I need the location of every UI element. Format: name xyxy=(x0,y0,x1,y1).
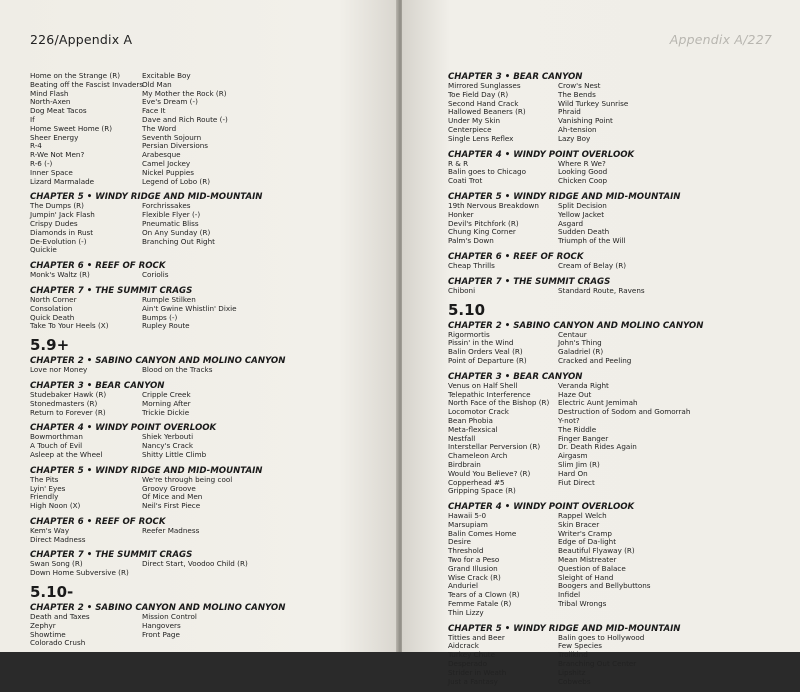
route-name: Cheap Thrills xyxy=(448,260,495,270)
route-name: R-We Not Men? xyxy=(30,150,85,160)
route-name: Crow's Nest xyxy=(558,81,601,90)
route-name: Neil's First Piece xyxy=(142,501,201,511)
route-name: Quickie xyxy=(30,245,57,255)
route-name: Destruction of Sodom and Gomorrah xyxy=(558,407,691,417)
chapter-section xyxy=(448,277,788,296)
route-name: Cream of Belay (R) xyxy=(558,260,627,270)
route-name: Colorado Crush xyxy=(30,638,86,648)
route-name: Just a Fantasy xyxy=(448,676,498,686)
route-name: Consolation xyxy=(30,303,73,313)
route-name: Persian Diversions xyxy=(142,141,209,151)
route-name: Two for a Peso xyxy=(448,555,500,565)
route-name: Groovy Groove xyxy=(142,483,196,493)
chapter-heading: CHAPTER 6 • REEF OF ROCK xyxy=(30,261,166,272)
route-list xyxy=(448,82,788,144)
chapter-heading: CHAPTER 2 • SABINO CANYON AND MOLINO CANYON xyxy=(30,356,286,367)
route-name: Venus on Half Shell xyxy=(448,380,518,390)
route-name: Rappel Welch xyxy=(558,511,607,521)
route-name: Anduriel xyxy=(448,581,478,591)
left-page-header: 226/Appendix A xyxy=(30,32,133,47)
route-name: Ah-tension xyxy=(558,124,597,134)
chapter-section xyxy=(30,356,380,375)
route-name: Tribal Wrongs xyxy=(558,599,607,609)
route-name: Beating off the Fascist Invaders xyxy=(30,79,144,89)
route-name: Inner Space xyxy=(30,167,73,177)
route-name: Hard On xyxy=(558,468,588,478)
route-name: Pissin' in the Wind xyxy=(448,338,514,348)
route-name: Morning After xyxy=(142,398,191,408)
route-name xyxy=(558,487,788,496)
route-name: Phraid xyxy=(558,107,581,117)
route-list xyxy=(30,476,380,511)
route-name: Question of Balace xyxy=(558,563,626,573)
chapter-section xyxy=(30,261,380,280)
route-name: Coriolis xyxy=(142,270,169,280)
route-name: Stonedmasters (R) xyxy=(30,398,98,408)
route-list xyxy=(30,391,380,417)
route-name: Hangovers xyxy=(142,620,181,630)
route-name: Face It xyxy=(142,106,166,116)
chapter-heading: CHAPTER 7 • THE SUMMIT CRAGS xyxy=(30,285,193,296)
route-name: Triumph of the Will xyxy=(558,236,626,246)
route-name: Arabesque xyxy=(142,150,181,160)
chapter-section xyxy=(30,72,380,186)
grade-heading: 5.10- xyxy=(30,583,74,602)
route-name: Under My Skin xyxy=(448,116,501,126)
route-name: Showtime xyxy=(30,629,66,639)
route-name: Forchrissakes xyxy=(142,201,191,211)
route-name: Wise Crack (R) xyxy=(448,572,501,582)
chapter-heading: CHAPTER 7 • THE SUMMIT CRAGS xyxy=(30,550,193,561)
route-name xyxy=(142,639,380,648)
route-name xyxy=(142,536,380,545)
route-name: Asleep at the Wheel xyxy=(30,449,103,459)
chapter-section xyxy=(448,624,788,687)
route-name: Lizard Marmalade xyxy=(30,176,95,186)
grade-heading: 5.9+ xyxy=(30,336,70,355)
route-name: Beautiful Flyaway (R) xyxy=(558,546,635,556)
route-name: Balin goes to Chicago xyxy=(448,167,526,177)
chapter-section xyxy=(30,381,380,417)
route-name: Home on the Strange (R) xyxy=(30,71,120,80)
route-name: Mirrored Sunglasses xyxy=(448,81,521,90)
route-name: Looking Good xyxy=(558,167,608,177)
route-name: R & R xyxy=(448,158,469,168)
route-name: Centerpiece xyxy=(448,124,492,134)
route-name: Honker xyxy=(448,209,474,219)
route-list xyxy=(448,331,788,366)
route-name xyxy=(142,569,380,578)
route-name: Gripping Space (R) xyxy=(448,486,516,496)
route-name: Boogers and Bellybuttons xyxy=(558,581,651,591)
route-name: Writer's Cramp xyxy=(558,528,612,538)
route-name: Crispy Dudes xyxy=(30,218,78,228)
route-list xyxy=(448,287,788,296)
chapter-heading: CHAPTER 5 • WINDY RIDGE AND MID-MOUNTAIN xyxy=(30,465,263,476)
route-list xyxy=(30,366,380,375)
chapter-heading: CHAPTER 2 • SABINO CANYON AND MOLINO CANYON xyxy=(448,320,704,331)
chapter-section xyxy=(30,423,380,459)
chapter-heading: CHAPTER 3 • BEAR CANYON xyxy=(30,380,165,391)
route-name: Old Man xyxy=(142,79,172,89)
route-list xyxy=(448,512,788,618)
route-name: 19th Nervous Breakdown xyxy=(448,200,539,210)
route-name: Ain't Gwine Whistlin' Dixie xyxy=(142,303,237,313)
route-list xyxy=(448,634,788,687)
route-name: Hallowed Beaners (R) xyxy=(448,107,526,117)
route-name: Blood on the Tracks xyxy=(142,365,213,375)
right-page-header: Appendix A/227 xyxy=(669,32,772,47)
route-name: R-6 (-) xyxy=(30,158,53,168)
route-name: Balin goes to Hollywood xyxy=(558,632,645,642)
route-name: Standard Route, Ravens xyxy=(558,285,645,295)
route-name: Excitable Boy xyxy=(142,71,191,80)
chapter-section xyxy=(448,150,788,186)
route-name: Studebaker Hawk (R) xyxy=(30,389,107,399)
route-name: Split Decision xyxy=(558,200,607,210)
route-name: Nancy's Crack xyxy=(142,441,194,451)
chapter-heading: CHAPTER 5 • WINDY RIDGE AND MID-MOUNTAIN xyxy=(30,192,263,203)
chapter-section xyxy=(30,517,380,545)
route-name: Meta-flexsical xyxy=(448,424,498,434)
chapter-section xyxy=(30,286,380,331)
route-name: Nestfall xyxy=(448,433,476,443)
right-page xyxy=(402,0,800,686)
route-list xyxy=(30,527,380,545)
route-name: Strider in Weath xyxy=(448,667,507,677)
route-name: The Bends xyxy=(558,89,596,99)
route-name: Devil's Pitchfork (R) xyxy=(448,218,519,228)
chapter-section xyxy=(30,550,380,578)
route-list xyxy=(30,560,380,578)
route-name: Dr. Death Rides Again xyxy=(558,442,637,452)
chapter-section xyxy=(30,603,380,648)
route-name: Lazy Boy xyxy=(558,133,591,143)
route-name: Sleight of Hand xyxy=(558,572,614,582)
route-name: Femme Fatale (R) xyxy=(448,599,512,609)
route-name: Fiut Direct xyxy=(558,477,595,487)
route-name: Chung King Corner xyxy=(448,227,516,237)
route-name: Shitty Little Climb xyxy=(142,449,207,459)
route-name: Skin Bracer xyxy=(558,519,600,529)
chapter-heading: CHAPTER 4 • WINDY POINT OVERLOOK xyxy=(30,423,217,434)
route-name: Trickie Dickie xyxy=(142,407,190,417)
route-name: Swan Song (R) xyxy=(30,559,83,569)
route-name: Legend of Lobo (R) xyxy=(142,176,211,186)
chapter-heading: CHAPTER 2 • SABINO CANYON AND MOLINO CANYON xyxy=(30,603,286,614)
route-name: Camel Jockey xyxy=(142,158,191,168)
route-name: Toe Field Day (R) xyxy=(448,89,509,99)
route-name: Bean Phobia xyxy=(448,415,493,425)
route-name xyxy=(558,609,788,618)
route-name: Wild Turkey Sunrise xyxy=(558,98,629,108)
route-name: Take To Your Heels (X) xyxy=(30,321,109,331)
route-name: North Face of the Bishop (R) xyxy=(448,398,550,408)
route-list xyxy=(448,262,788,271)
route-name: Airgasm xyxy=(558,451,588,461)
route-name: Flexible Flyer (-) xyxy=(142,210,201,220)
route-name: Monk's Waltz (R) xyxy=(30,270,90,280)
route-name: Shiek Yerbouti xyxy=(142,432,194,442)
route-name: Branching Out Center xyxy=(558,659,637,669)
route-list xyxy=(30,72,380,186)
route-name: Edge of Da-light xyxy=(558,537,617,547)
route-name: Infidel xyxy=(558,590,581,600)
route-name: Copperhead #5 xyxy=(448,477,505,487)
route-list xyxy=(448,202,788,246)
chapter-heading: CHAPTER 5 • WINDY RIDGE AND MID-MOUNTAIN xyxy=(448,623,681,634)
route-name: Single Lens Reflex xyxy=(448,133,514,143)
route-name: High Noon (X) xyxy=(30,501,81,511)
route-name: Balin Orders Veal (R) xyxy=(448,347,523,357)
chapter-section xyxy=(448,502,788,618)
route-name: The Dumps (R) xyxy=(30,201,84,211)
chapter-section xyxy=(30,466,380,511)
route-name: Yellow Jacket xyxy=(558,209,605,219)
route-name: Vanishing Point xyxy=(558,116,613,126)
route-list xyxy=(448,382,788,496)
route-name: Threshold xyxy=(448,546,484,556)
grade-heading: 5.10 xyxy=(448,300,486,319)
route-name: Balin Comes Home xyxy=(448,528,517,538)
route-name: Rupley Route xyxy=(142,321,190,331)
route-name: Direct Madness xyxy=(30,534,86,544)
route-name: Trollkind xyxy=(558,650,588,660)
chapter-heading: CHAPTER 4 • WINDY POINT OVERLOOK xyxy=(448,149,635,160)
route-name: Cobwebs xyxy=(558,676,591,686)
route-name: Cracked and Peeling xyxy=(558,355,632,365)
route-name: Finger Banger xyxy=(558,433,609,443)
route-name: Nickel Puppies xyxy=(142,167,194,177)
route-name: Palm's Down xyxy=(448,236,494,246)
route-name: Sudden Death xyxy=(558,227,610,237)
route-name: Mind Flash xyxy=(30,88,69,98)
route-name: Sheer Energy xyxy=(30,132,79,142)
route-name: Turkey Chute xyxy=(448,650,496,660)
route-name: Seventh Sojourn xyxy=(142,132,202,142)
route-name: Marsupiam xyxy=(448,519,488,529)
route-name: Rumple Stilken xyxy=(142,294,196,304)
route-list xyxy=(30,433,380,459)
route-name: Few Species xyxy=(558,641,602,651)
route-name: Titties and Beer xyxy=(448,632,505,642)
route-name: Lipshitz xyxy=(558,667,586,677)
route-name: Birdbrain xyxy=(448,459,481,469)
route-name: A Touch of Evil xyxy=(30,441,83,451)
route-name: Direct Start, Voodoo Child (R) xyxy=(142,559,248,569)
route-name: If xyxy=(30,114,35,124)
route-name: Chiboni xyxy=(448,285,476,295)
route-name: Kem's Way xyxy=(30,525,70,535)
route-name: Where R We? xyxy=(558,158,606,168)
route-name: Diamonds in Rust xyxy=(30,227,94,237)
route-name: Chameleon Arch xyxy=(448,451,508,461)
route-name: Chicken Coop xyxy=(558,176,608,186)
route-name: Desire xyxy=(448,537,471,547)
route-name: Point of Departure (R) xyxy=(448,355,527,365)
route-name: Bumps (-) xyxy=(142,312,178,322)
route-name: Pneumatic Bliss xyxy=(142,218,199,228)
route-name: Veranda Right xyxy=(558,380,609,390)
chapter-heading: CHAPTER 3 • BEAR CANYON xyxy=(448,72,583,82)
route-name: John's Thing xyxy=(558,338,602,348)
route-list xyxy=(30,613,380,648)
route-name: Y-not? xyxy=(558,415,580,425)
route-name: The Pits xyxy=(30,474,59,484)
route-name: Lyin' Eyes xyxy=(30,483,66,493)
route-name: The Word xyxy=(142,123,177,133)
chapter-heading: CHAPTER 6 • REEF OF ROCK xyxy=(448,251,584,262)
route-name: Electric Aunt Jemimah xyxy=(558,398,638,408)
route-name: Friendly xyxy=(30,492,59,502)
route-name: Grand Illusion xyxy=(448,563,498,573)
route-name: The Riddle xyxy=(558,424,597,434)
route-name: Tears of a Clown (R) xyxy=(448,590,520,600)
route-name: Mean Mistreater xyxy=(558,555,617,565)
route-name: Would You Believe? (R) xyxy=(448,468,531,478)
chapter-heading: CHAPTER 4 • WINDY POINT OVERLOOK xyxy=(448,502,635,513)
chapter-section xyxy=(448,372,788,496)
route-name: Death and Taxes xyxy=(30,612,90,622)
route-name xyxy=(142,246,380,255)
route-name: Asgard xyxy=(558,218,584,228)
route-list xyxy=(30,271,380,280)
route-name: Dog Meat Tacos xyxy=(30,106,87,116)
route-name: Haze Out xyxy=(558,389,592,399)
route-name: Down Home Subversive (R) xyxy=(30,568,129,578)
right-page-content xyxy=(448,72,788,692)
route-name: Of Mice and Men xyxy=(142,492,203,502)
chapter-section xyxy=(448,252,788,271)
chapter-section xyxy=(448,72,788,144)
chapter-heading: CHAPTER 3 • BEAR CANYON xyxy=(448,371,583,382)
route-name: Coati Trot xyxy=(448,176,483,186)
route-name: R-4 xyxy=(30,141,42,151)
route-name: Slim Jim (R) xyxy=(558,459,600,469)
route-name: Cripple Creek xyxy=(142,389,191,399)
route-name: On Any Sunday (R) xyxy=(142,227,211,237)
route-name: Reefer Madness xyxy=(142,525,200,535)
route-list xyxy=(448,160,788,186)
route-name: Telepathic Interference xyxy=(448,389,531,399)
route-name: We're through being cool xyxy=(142,474,233,484)
route-name: Zephyr xyxy=(30,620,56,630)
route-name: Love nor Money xyxy=(30,365,88,375)
route-list xyxy=(30,202,380,255)
route-name: Branching Out Right xyxy=(142,236,215,246)
route-name: Dave and Rich Route (-) xyxy=(142,114,228,124)
chapter-heading: CHAPTER 5 • WINDY RIDGE AND MID-MOUNTAIN xyxy=(448,191,681,202)
route-name: Thin Lizzy xyxy=(448,607,484,617)
chapter-section xyxy=(448,192,788,246)
route-name: Return to Forever (R) xyxy=(30,407,106,417)
route-name: Quick Death xyxy=(30,312,75,322)
route-name: My Mother the Rock (R) xyxy=(142,88,227,98)
route-name: Locomotor Crack xyxy=(448,407,509,417)
chapter-heading: CHAPTER 6 • REEF OF ROCK xyxy=(30,516,166,527)
route-name: Bowmorthman xyxy=(30,432,83,442)
route-name: Interstellar Perversion (R) xyxy=(448,442,541,452)
route-name: Front Page xyxy=(142,629,180,639)
route-name: Centaur xyxy=(558,329,587,339)
route-name: Aidcrack xyxy=(448,641,479,651)
route-name: North Corner xyxy=(30,294,77,304)
route-name: Home Sweet Home (R) xyxy=(30,123,113,133)
route-name: Mission Control xyxy=(142,612,197,622)
route-name: Galadriel (R) xyxy=(558,347,604,357)
chapter-section xyxy=(30,192,380,255)
route-name: North-Axen xyxy=(30,97,71,107)
route-list xyxy=(30,296,380,331)
chapter-section xyxy=(448,321,788,366)
route-name: Jumpin' Jack Flash xyxy=(30,210,95,220)
route-name: Hawaii 5-0 xyxy=(448,511,487,521)
route-name: De-Evolution (-) xyxy=(30,236,87,246)
left-page-content xyxy=(30,72,380,654)
route-name: Second Hand Crack xyxy=(448,98,519,108)
route-name: Rigormortis xyxy=(448,329,490,339)
route-name: Eve's Dream (-) xyxy=(142,97,198,107)
route-name: Desperado xyxy=(448,659,488,669)
chapter-heading: CHAPTER 7 • THE SUMMIT CRAGS xyxy=(448,276,611,287)
left-page xyxy=(0,0,398,652)
